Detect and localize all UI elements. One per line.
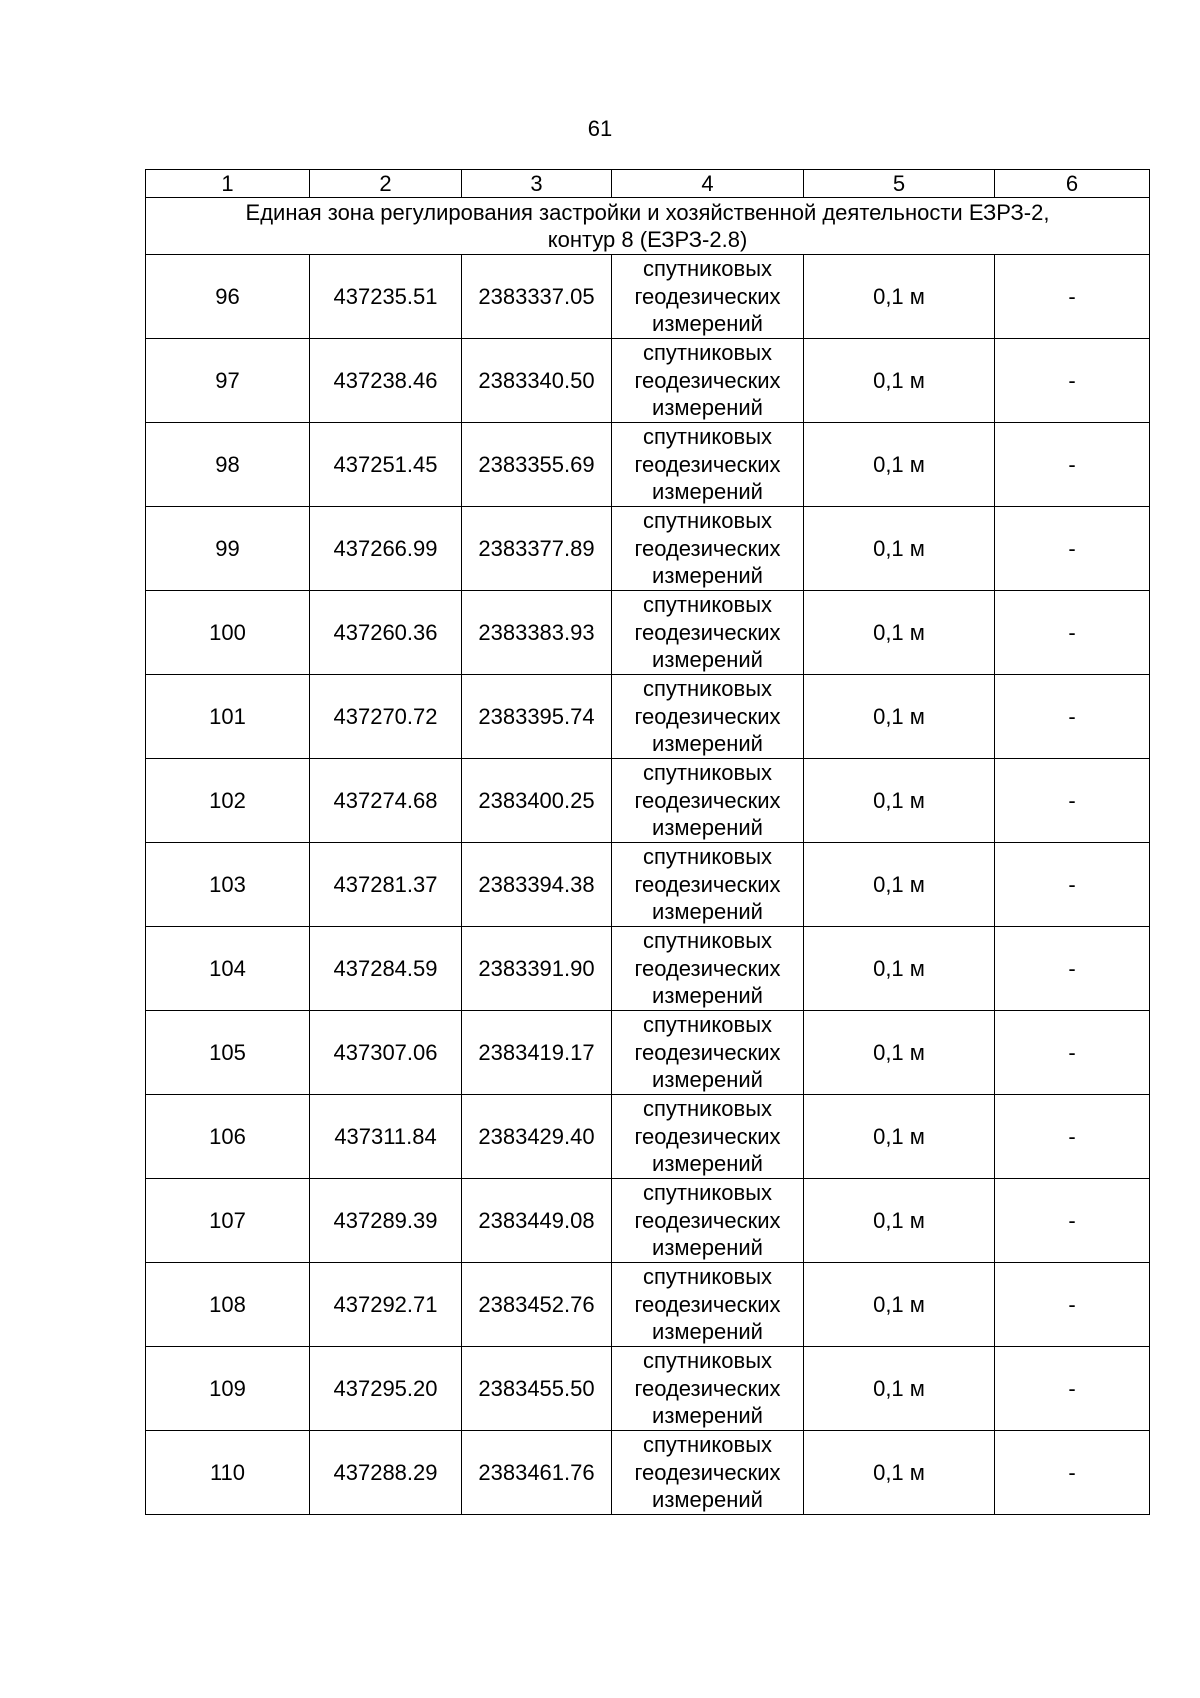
coordinate-x-cell: 437288.29 — [310, 1431, 462, 1515]
table-row — [146, 423, 1150, 507]
point-number-cell: 105 — [146, 1011, 310, 1095]
coordinate-y-cell: 2383429.40 — [462, 1095, 612, 1179]
point-number-cell: 103 — [146, 843, 310, 927]
note-cell: - — [995, 507, 1150, 591]
point-number-cell: 99 — [146, 507, 310, 591]
coordinate-x-cell: 437260.36 — [310, 591, 462, 675]
point-number-cell: 101 — [146, 675, 310, 759]
table-row — [146, 507, 1150, 591]
note-cell: - — [995, 1431, 1150, 1515]
note-cell: - — [995, 843, 1150, 927]
coordinate-x-cell: 437270.72 — [310, 675, 462, 759]
coordinate-x-cell: 437311.84 — [310, 1095, 462, 1179]
column-number-header: 2 — [310, 170, 462, 198]
table-row — [146, 255, 1150, 339]
coordinate-y-cell: 2383377.89 — [462, 507, 612, 591]
accuracy-cell: 0,1 м — [804, 843, 995, 927]
method-text: спутниковых геодезических измерений — [634, 676, 781, 757]
method-text: спутниковых геодезических измерений — [634, 592, 781, 673]
coordinate-x-cell: 437307.06 — [310, 1011, 462, 1095]
method-cell — [612, 1431, 804, 1515]
coordinate-x-cell: 437292.71 — [310, 1263, 462, 1347]
method-text: спутниковых геодезических измерений — [634, 1096, 781, 1177]
note-cell: - — [995, 1095, 1150, 1179]
method-text: спутниковых геодезических измерений — [634, 340, 781, 421]
point-number-cell: 107 — [146, 1179, 310, 1263]
note-cell: - — [995, 927, 1150, 1011]
coordinate-x-cell: 437284.59 — [310, 927, 462, 1011]
coordinate-y-cell: 2383355.69 — [462, 423, 612, 507]
coordinate-x-cell: 437289.39 — [310, 1179, 462, 1263]
table-row — [146, 1347, 1150, 1431]
method-cell — [612, 339, 804, 423]
column-number-header: 3 — [462, 170, 612, 198]
note-cell: - — [995, 1263, 1150, 1347]
table-row — [146, 1095, 1150, 1179]
method-cell — [612, 1263, 804, 1347]
coordinate-x-cell: 437274.68 — [310, 759, 462, 843]
method-text: спутниковых геодезических измерений — [634, 1264, 781, 1345]
method-text: спутниковых геодезических измерений — [634, 844, 781, 925]
table-row — [146, 843, 1150, 927]
method-cell — [612, 843, 804, 927]
coordinate-y-cell: 2383391.90 — [462, 927, 612, 1011]
accuracy-cell: 0,1 м — [804, 927, 995, 1011]
method-cell — [612, 1011, 804, 1095]
table-row — [146, 591, 1150, 675]
method-cell — [612, 423, 804, 507]
coordinate-y-cell: 2383452.76 — [462, 1263, 612, 1347]
note-cell: - — [995, 255, 1150, 339]
zone-title-line: контур 8 (ЕЗРЗ-2.8) — [547, 227, 748, 252]
note-cell: - — [995, 339, 1150, 423]
table-row — [146, 1011, 1150, 1095]
accuracy-cell: 0,1 м — [804, 1011, 995, 1095]
method-text: спутниковых геодезических измерений — [634, 508, 781, 589]
method-text: спутниковых геодезических измерений — [634, 1432, 781, 1513]
coordinate-x-cell: 437251.45 — [310, 423, 462, 507]
coordinate-y-cell: 2383400.25 — [462, 759, 612, 843]
accuracy-cell: 0,1 м — [804, 423, 995, 507]
method-cell — [612, 255, 804, 339]
point-number-cell: 96 — [146, 255, 310, 339]
method-cell — [612, 1095, 804, 1179]
coordinate-y-cell: 2383455.50 — [462, 1347, 612, 1431]
method-cell — [612, 591, 804, 675]
coordinates-table — [145, 169, 1150, 1515]
table-row — [146, 1263, 1150, 1347]
coordinate-y-cell: 2383337.05 — [462, 255, 612, 339]
accuracy-cell: 0,1 м — [804, 1095, 995, 1179]
method-text: спутниковых геодезических измерений — [634, 1348, 781, 1429]
zone-title-line: Единая зона регулирования застройки и хозяйственной деятельности ЕЗРЗ-2, — [245, 200, 1050, 225]
note-cell: - — [995, 1011, 1150, 1095]
method-text: спутниковых геодезических измерений — [634, 1180, 781, 1261]
coordinate-x-cell: 437281.37 — [310, 843, 462, 927]
coordinate-y-cell: 2383395.74 — [462, 675, 612, 759]
note-cell: - — [995, 1179, 1150, 1263]
column-number-header: 5 — [804, 170, 995, 198]
note-cell: - — [995, 1347, 1150, 1431]
accuracy-cell: 0,1 м — [804, 1347, 995, 1431]
column-number-row — [146, 170, 1150, 198]
method-text: спутниковых геодезических измерений — [634, 424, 781, 505]
coordinate-y-cell: 2383394.38 — [462, 843, 612, 927]
accuracy-cell: 0,1 м — [804, 255, 995, 339]
table-row — [146, 1179, 1150, 1263]
coordinate-y-cell: 2383419.17 — [462, 1011, 612, 1095]
point-number-cell: 98 — [146, 423, 310, 507]
point-number-cell: 104 — [146, 927, 310, 1011]
accuracy-cell: 0,1 м — [804, 675, 995, 759]
method-cell — [612, 675, 804, 759]
note-cell: - — [995, 675, 1150, 759]
method-text: спутниковых геодезических измерений — [634, 760, 781, 841]
coordinate-x-cell: 437238.46 — [310, 339, 462, 423]
coordinate-y-cell: 2383383.93 — [462, 591, 612, 675]
method-cell — [612, 927, 804, 1011]
page-number: 61 — [587, 116, 613, 141]
point-number-cell: 106 — [146, 1095, 310, 1179]
point-number-cell: 109 — [146, 1347, 310, 1431]
accuracy-cell: 0,1 м — [804, 591, 995, 675]
method-cell — [612, 759, 804, 843]
point-number-cell: 108 — [146, 1263, 310, 1347]
method-cell — [612, 507, 804, 591]
method-text: спутниковых геодезических измерений — [634, 1012, 781, 1093]
point-number-cell: 110 — [146, 1431, 310, 1515]
coordinate-y-cell: 2383461.76 — [462, 1431, 612, 1515]
method-cell — [612, 1179, 804, 1263]
coordinate-y-cell: 2383340.50 — [462, 339, 612, 423]
accuracy-cell: 0,1 м — [804, 759, 995, 843]
column-number-header: 6 — [995, 170, 1150, 198]
accuracy-cell: 0,1 м — [804, 1431, 995, 1515]
method-text: спутниковых геодезических измерений — [634, 928, 781, 1009]
table-row — [146, 1431, 1150, 1515]
note-cell: - — [995, 759, 1150, 843]
table-row — [146, 339, 1150, 423]
table-row — [146, 759, 1150, 843]
point-number-cell: 97 — [146, 339, 310, 423]
method-text: спутниковых геодезических измерений — [634, 256, 781, 337]
coordinate-x-cell: 437266.99 — [310, 507, 462, 591]
table-row — [146, 675, 1150, 759]
zone-title-cell — [146, 198, 1150, 255]
method-cell — [612, 1347, 804, 1431]
table-row — [146, 927, 1150, 1011]
column-number-header: 1 — [146, 170, 310, 198]
coordinate-x-cell: 437295.20 — [310, 1347, 462, 1431]
accuracy-cell: 0,1 м — [804, 339, 995, 423]
coordinate-y-cell: 2383449.08 — [462, 1179, 612, 1263]
point-number-cell: 102 — [146, 759, 310, 843]
accuracy-cell: 0,1 м — [804, 507, 995, 591]
accuracy-cell: 0,1 м — [804, 1179, 995, 1263]
point-number-cell: 100 — [146, 591, 310, 675]
accuracy-cell: 0,1 м — [804, 1263, 995, 1347]
note-cell: - — [995, 423, 1150, 507]
note-cell: - — [995, 591, 1150, 675]
column-number-header: 4 — [612, 170, 804, 198]
zone-title-row — [146, 198, 1150, 255]
coordinate-x-cell: 437235.51 — [310, 255, 462, 339]
